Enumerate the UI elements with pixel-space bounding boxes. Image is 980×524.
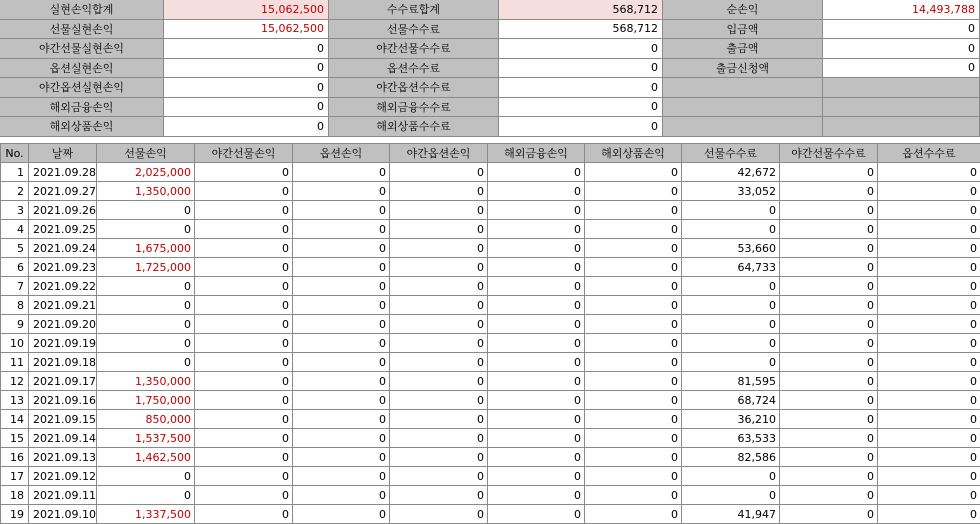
summary-empty-cell [663, 78, 823, 98]
value-cell: 0 [780, 182, 878, 201]
table-row[interactable] [1, 201, 980, 220]
value-cell: 0 [682, 467, 780, 486]
value-cell: 0 [488, 372, 585, 391]
summary-panel [0, 0, 980, 137]
value-cell: 0 [195, 258, 293, 277]
summary-value: 15,062,500 [164, 0, 329, 20]
value-cell: 0 [390, 486, 488, 505]
summary-value: 0 [499, 39, 663, 59]
value-cell: 0 [682, 220, 780, 239]
value-cell: 0 [390, 296, 488, 315]
value-cell: 0 [390, 505, 488, 524]
summary-empty-cell [823, 98, 980, 118]
value-cell: 0 [780, 486, 878, 505]
value-cell: 41,947 [682, 505, 780, 524]
value-cell: 0 [585, 353, 682, 372]
value-cell: 0 [878, 201, 980, 220]
summary-value: 0 [499, 117, 663, 137]
summary-label: 옵션실현손익 [0, 59, 164, 79]
value-cell: 0 [195, 353, 293, 372]
column-header[interactable]: 야간선물손익 [195, 144, 293, 163]
column-header[interactable]: 날짜 [29, 144, 97, 163]
value-cell: 0 [488, 182, 585, 201]
value-cell: 0 [195, 315, 293, 334]
value-cell: 0 [780, 334, 878, 353]
row-number-cell: 3 [1, 201, 29, 220]
value-cell: 0 [390, 372, 488, 391]
value-cell: 0 [390, 334, 488, 353]
value-cell: 0 [780, 353, 878, 372]
summary-value: 0 [499, 98, 663, 118]
summary-empty-cell [663, 98, 823, 118]
value-cell: 0 [585, 258, 682, 277]
column-header[interactable]: 옵션수수료 [878, 144, 980, 163]
row-number-cell: 9 [1, 315, 29, 334]
value-cell: 0 [293, 163, 390, 182]
daily-pnl-grid[interactable] [0, 143, 980, 524]
value-cell: 0 [97, 486, 195, 505]
row-number-cell: 17 [1, 467, 29, 486]
value-cell: 0 [293, 448, 390, 467]
value-cell: 0 [195, 239, 293, 258]
value-cell: 0 [488, 391, 585, 410]
value-cell: 0 [878, 429, 980, 448]
summary-value: 14,493,788 [823, 0, 980, 20]
value-cell: 0 [195, 429, 293, 448]
value-cell: 1,537,500 [97, 429, 195, 448]
value-cell: 0 [878, 467, 980, 486]
value-cell: 0 [488, 315, 585, 334]
value-cell: 0 [780, 315, 878, 334]
row-number-cell: 10 [1, 334, 29, 353]
value-cell: 0 [682, 353, 780, 372]
value-cell: 0 [682, 201, 780, 220]
value-cell: 0 [390, 220, 488, 239]
row-number-cell: 8 [1, 296, 29, 315]
value-cell: 0 [585, 201, 682, 220]
value-cell: 0 [585, 391, 682, 410]
value-cell: 64,733 [682, 258, 780, 277]
summary-label: 수수료합계 [329, 0, 499, 20]
value-cell: 0 [780, 296, 878, 315]
value-cell: 0 [878, 163, 980, 182]
value-cell: 0 [585, 315, 682, 334]
value-cell: 0 [585, 220, 682, 239]
value-cell: 0 [682, 334, 780, 353]
value-cell: 0 [585, 486, 682, 505]
table-row[interactable] [1, 296, 980, 315]
value-cell: 0 [682, 277, 780, 296]
value-cell: 0 [293, 429, 390, 448]
column-header[interactable]: 야간선물수수료 [780, 144, 878, 163]
value-cell: 0 [585, 239, 682, 258]
summary-label: 출금신청액 [663, 59, 823, 79]
value-cell: 1,350,000 [97, 372, 195, 391]
value-cell: 0 [293, 372, 390, 391]
value-cell: 0 [585, 448, 682, 467]
value-cell: 0 [780, 429, 878, 448]
value-cell: 63,533 [682, 429, 780, 448]
value-cell: 1,462,500 [97, 448, 195, 467]
summary-label: 야간옵션실현손익 [0, 78, 164, 98]
value-cell: 0 [488, 448, 585, 467]
value-cell: 0 [293, 467, 390, 486]
table-row[interactable] [1, 410, 980, 429]
value-cell: 1,750,000 [97, 391, 195, 410]
value-cell: 0 [585, 182, 682, 201]
summary-value: 0 [823, 20, 980, 40]
column-header[interactable]: No. [1, 144, 29, 163]
value-cell: 0 [585, 467, 682, 486]
row-number-cell: 18 [1, 486, 29, 505]
value-cell: 0 [195, 334, 293, 353]
value-cell: 0 [195, 448, 293, 467]
date-cell: 2021.09.21 [29, 296, 97, 315]
value-cell: 2,025,000 [97, 163, 195, 182]
value-cell: 0 [878, 296, 980, 315]
summary-label: 야간옵션수수료 [329, 78, 499, 98]
summary-value: 568,712 [499, 20, 663, 40]
value-cell: 0 [780, 201, 878, 220]
summary-value: 568,712 [499, 0, 663, 20]
table-row[interactable] [1, 220, 980, 239]
row-number-cell: 14 [1, 410, 29, 429]
row-number-cell: 19 [1, 505, 29, 524]
value-cell: 0 [780, 372, 878, 391]
summary-value: 15,062,500 [164, 20, 329, 40]
date-cell: 2021.09.16 [29, 391, 97, 410]
value-cell: 0 [293, 410, 390, 429]
summary-value: 0 [164, 59, 329, 79]
value-cell: 0 [488, 486, 585, 505]
date-cell: 2021.09.10 [29, 505, 97, 524]
value-cell: 0 [390, 258, 488, 277]
summary-value: 0 [499, 78, 663, 98]
value-cell: 0 [390, 391, 488, 410]
table-header-row [1, 144, 980, 163]
date-cell: 2021.09.13 [29, 448, 97, 467]
value-cell: 0 [390, 239, 488, 258]
value-cell: 0 [97, 296, 195, 315]
summary-empty-cell [663, 117, 823, 137]
value-cell: 0 [878, 182, 980, 201]
table-row[interactable] [1, 277, 980, 296]
table-row[interactable] [1, 391, 980, 410]
summary-value: 0 [823, 39, 980, 59]
summary-value: 0 [823, 59, 980, 79]
date-cell: 2021.09.12 [29, 467, 97, 486]
value-cell: 0 [390, 429, 488, 448]
value-cell: 0 [878, 220, 980, 239]
summary-value: 0 [499, 59, 663, 79]
value-cell: 0 [293, 391, 390, 410]
row-number-cell: 2 [1, 182, 29, 201]
row-number-cell: 1 [1, 163, 29, 182]
summary-empty-cell [823, 78, 980, 98]
date-cell: 2021.09.19 [29, 334, 97, 353]
value-cell: 0 [293, 353, 390, 372]
value-cell: 0 [390, 201, 488, 220]
column-header[interactable]: 선물손익 [97, 144, 195, 163]
summary-label: 출금액 [663, 39, 823, 59]
table-row[interactable] [1, 372, 980, 391]
date-cell: 2021.09.24 [29, 239, 97, 258]
value-cell: 0 [390, 448, 488, 467]
value-cell: 0 [97, 201, 195, 220]
value-cell: 0 [195, 391, 293, 410]
row-number-cell: 6 [1, 258, 29, 277]
value-cell: 0 [488, 296, 585, 315]
value-cell: 81,595 [682, 372, 780, 391]
column-header[interactable]: 야간옵션손익 [390, 144, 488, 163]
table-row[interactable] [1, 163, 980, 182]
value-cell: 0 [780, 277, 878, 296]
value-cell: 0 [293, 334, 390, 353]
summary-label: 야간선물수수료 [329, 39, 499, 59]
date-cell: 2021.09.20 [29, 315, 97, 334]
value-cell: 0 [488, 334, 585, 353]
date-cell: 2021.09.14 [29, 429, 97, 448]
value-cell: 1,725,000 [97, 258, 195, 277]
value-cell: 0 [195, 410, 293, 429]
summary-value: 0 [164, 39, 329, 59]
value-cell: 0 [195, 201, 293, 220]
summary-label: 해외금융손익 [0, 98, 164, 118]
table-row[interactable] [1, 429, 980, 448]
value-cell: 0 [488, 429, 585, 448]
summary-value: 0 [164, 117, 329, 137]
value-cell: 0 [97, 334, 195, 353]
row-number-cell: 5 [1, 239, 29, 258]
value-cell: 0 [97, 277, 195, 296]
value-cell: 0 [682, 296, 780, 315]
column-header[interactable]: 선물수수료 [682, 144, 780, 163]
value-cell: 0 [780, 448, 878, 467]
value-cell: 0 [390, 315, 488, 334]
value-cell: 0 [195, 486, 293, 505]
value-cell: 0 [488, 258, 585, 277]
value-cell: 82,586 [682, 448, 780, 467]
row-number-cell: 13 [1, 391, 29, 410]
value-cell: 0 [878, 448, 980, 467]
date-cell: 2021.09.25 [29, 220, 97, 239]
date-cell: 2021.09.11 [29, 486, 97, 505]
value-cell: 0 [195, 163, 293, 182]
value-cell: 68,724 [682, 391, 780, 410]
value-cell: 36,210 [682, 410, 780, 429]
value-cell: 0 [97, 467, 195, 486]
summary-label: 야간선물실현손익 [0, 39, 164, 59]
value-cell: 0 [293, 296, 390, 315]
value-cell: 0 [97, 315, 195, 334]
summary-label: 해외상품수수료 [329, 117, 499, 137]
value-cell: 0 [878, 486, 980, 505]
value-cell: 0 [488, 239, 585, 258]
value-cell: 0 [488, 410, 585, 429]
table-row[interactable] [1, 239, 980, 258]
daily-pnl-table [0, 143, 980, 524]
value-cell: 0 [780, 410, 878, 429]
value-cell: 0 [878, 277, 980, 296]
value-cell: 0 [293, 505, 390, 524]
value-cell: 0 [390, 163, 488, 182]
value-cell: 0 [682, 315, 780, 334]
value-cell: 0 [488, 277, 585, 296]
summary-label: 해외상품손익 [0, 117, 164, 137]
value-cell: 0 [488, 505, 585, 524]
value-cell: 0 [780, 467, 878, 486]
summary-label: 실현손익합계 [0, 0, 164, 20]
value-cell: 0 [195, 372, 293, 391]
value-cell: 0 [878, 334, 980, 353]
value-cell: 0 [878, 258, 980, 277]
value-cell: 0 [195, 277, 293, 296]
value-cell: 0 [293, 201, 390, 220]
table-row[interactable] [1, 467, 980, 486]
value-cell: 0 [780, 505, 878, 524]
row-number-cell: 16 [1, 448, 29, 467]
row-number-cell: 4 [1, 220, 29, 239]
date-cell: 2021.09.22 [29, 277, 97, 296]
value-cell: 0 [780, 163, 878, 182]
value-cell: 42,672 [682, 163, 780, 182]
value-cell: 0 [878, 239, 980, 258]
value-cell: 0 [585, 372, 682, 391]
value-cell: 0 [585, 163, 682, 182]
value-cell: 1,350,000 [97, 182, 195, 201]
value-cell: 33,052 [682, 182, 780, 201]
value-cell: 0 [488, 163, 585, 182]
date-cell: 2021.09.18 [29, 353, 97, 372]
table-row[interactable] [1, 353, 980, 372]
date-cell: 2021.09.27 [29, 182, 97, 201]
date-cell: 2021.09.15 [29, 410, 97, 429]
date-cell: 2021.09.17 [29, 372, 97, 391]
value-cell: 0 [390, 182, 488, 201]
column-header[interactable]: 해외상품손익 [585, 144, 682, 163]
value-cell: 0 [585, 410, 682, 429]
value-cell: 0 [195, 296, 293, 315]
value-cell: 0 [293, 315, 390, 334]
value-cell: 0 [488, 201, 585, 220]
value-cell: 0 [682, 486, 780, 505]
row-number-cell: 7 [1, 277, 29, 296]
value-cell: 0 [585, 277, 682, 296]
table-row[interactable] [1, 334, 980, 353]
summary-label: 순손익 [663, 0, 823, 20]
table-row[interactable] [1, 448, 980, 467]
column-header[interactable]: 해외금융손익 [488, 144, 585, 163]
value-cell: 0 [390, 353, 488, 372]
table-row[interactable] [1, 486, 980, 505]
value-cell: 0 [780, 258, 878, 277]
table-row[interactable] [1, 182, 980, 201]
value-cell: 0 [878, 410, 980, 429]
value-cell: 0 [878, 372, 980, 391]
value-cell: 0 [195, 220, 293, 239]
value-cell: 0 [488, 467, 585, 486]
value-cell: 0 [585, 505, 682, 524]
value-cell: 1,337,500 [97, 505, 195, 524]
table-row[interactable] [1, 315, 980, 334]
table-row[interactable] [1, 505, 980, 524]
value-cell: 0 [97, 353, 195, 372]
value-cell: 0 [293, 220, 390, 239]
value-cell: 0 [195, 467, 293, 486]
value-cell: 0 [488, 353, 585, 372]
value-cell: 53,660 [682, 239, 780, 258]
value-cell: 0 [390, 277, 488, 296]
summary-label: 선물실현손익 [0, 20, 164, 40]
value-cell: 0 [390, 467, 488, 486]
value-cell: 0 [585, 334, 682, 353]
value-cell: 0 [293, 258, 390, 277]
summary-empty-cell [823, 117, 980, 137]
summary-label: 옵션수수료 [329, 59, 499, 79]
value-cell: 0 [97, 220, 195, 239]
value-cell: 0 [390, 410, 488, 429]
value-cell: 850,000 [97, 410, 195, 429]
value-cell: 0 [780, 239, 878, 258]
value-cell: 0 [878, 315, 980, 334]
summary-label: 선물수수료 [329, 20, 499, 40]
summary-value: 0 [164, 98, 329, 118]
date-cell: 2021.09.28 [29, 163, 97, 182]
value-cell: 0 [780, 220, 878, 239]
date-cell: 2021.09.23 [29, 258, 97, 277]
table-row[interactable] [1, 258, 980, 277]
value-cell: 0 [293, 277, 390, 296]
value-cell: 0 [293, 486, 390, 505]
value-cell: 0 [878, 391, 980, 410]
value-cell: 0 [195, 182, 293, 201]
value-cell: 0 [780, 391, 878, 410]
row-number-cell: 11 [1, 353, 29, 372]
value-cell: 0 [878, 353, 980, 372]
value-cell: 0 [195, 505, 293, 524]
value-cell: 1,675,000 [97, 239, 195, 258]
value-cell: 0 [293, 182, 390, 201]
column-header[interactable]: 옵션손익 [293, 144, 390, 163]
summary-label: 해외금융수수료 [329, 98, 499, 118]
row-number-cell: 15 [1, 429, 29, 448]
value-cell: 0 [585, 296, 682, 315]
value-cell: 0 [488, 220, 585, 239]
value-cell: 0 [293, 239, 390, 258]
value-cell: 0 [878, 505, 980, 524]
value-cell: 0 [585, 429, 682, 448]
summary-value: 0 [164, 78, 329, 98]
date-cell: 2021.09.26 [29, 201, 97, 220]
summary-label: 입금액 [663, 20, 823, 40]
row-number-cell: 12 [1, 372, 29, 391]
